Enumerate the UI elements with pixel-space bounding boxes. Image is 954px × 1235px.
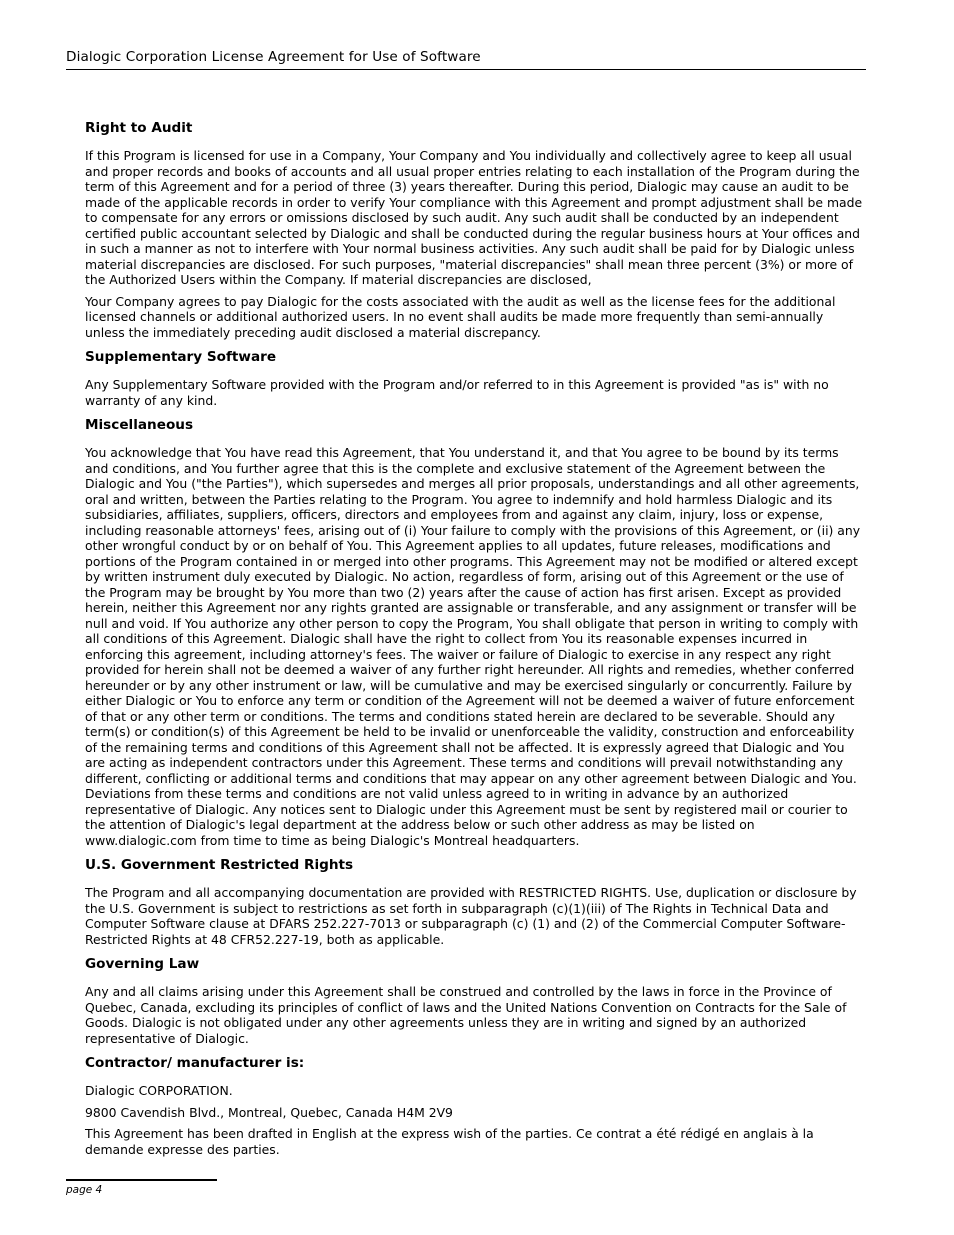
paragraph: You acknowledge that You have read this Agreement, that You understand it, and that You agree to be bound by its terms and conditions, and You further agree that this is the complete and exclusive statement of the Agreement between the Dialogic and You ("the Parties"), which supersedes and merges all prior proposals, understandings and all other agreements, oral and written, between the Parties relating to the Program. You agree to indemnify and hold harmless Dialogic and its subsidiaries, affiliates, suppliers, officers, directors and employees from and against any claim, injury, loss or expense, including reasonable attorneys' fees, arising out of (i) Your failure to comply with the provisions of this Agreement, or (ii) any other wrongful conduct by or on behalf of You. This Agreement applies to all updates, future releases, modifications and portions of the Program contained in or merged into other programs. This Agreement may not be modified or altered except by written instrument duly executed by Dialogic. No action, regardless of form, arising out of this Agreement or the use of the Program may be brought by You more than two (2) years after the cause of action has first arisen. Except as provided herein, neither this Agreement nor any rights granted are assignable or transferable, and any assignment or transfer will be null and void. If You authorize any other person to copy the Program, You shall obligate that person in writing to comply with all conditions of this Agreement. Dialogic shall have the right to collect from You its reasonable expenses incurred in enforcing this agreement, including attorney's fees. The waiver or failure of Dialogic to exercise in any respect any right provided for herein shall not be deemed a waiver of any further right hereunder. All rights and remedies, whether conferred hereunder or by any other instrument or law, will be cumulative and may be exercised singularly or concurrently. Failure by either Dialogic or You to enforce any term or condition of the Agreement will not be deemed a waiver of future enforcement of that or any other term or conditions. The terms and conditions stated herein are declared to be severable. Should any term(s) or condition(s) of this Agreement be held to be invalid or unenforceable the validity, construction and enforceability of the remaining terms and conditions of this Agreement shall not be affected. It is expressly agreed that Dialogic and You are acting as independent contractors under this Agreement. These terms and conditions will prevail notwithstanding any different, conflicting or additional terms and conditions that may appear on any other agreement between Dialogic and You. Deviations from these terms and conditions are not valid unless agreed to in writing in advance by an authorized representative of Dialogic. Any notices sent to Dialogic under this Agreement must be sent by registered mail or courier to the attention of Dialogic's legal department at the address below or such other address as may be listed on www.dialogic.com from time to time as being Dialogic's Montreal headquarters. [85,445,861,848]
section-governing-law [85,955,865,1046]
paragraph: This Agreement has been drafted in English at the express wish of the parties. Ce contrat a été rédigé en anglais à la demande expresse des parties. [85,1126,814,1157]
section-right-to-audit [85,119,865,340]
paragraph: Any Supplementary Software provided with the Program and/or referred to in this Agreement is provided "as is" with no warranty of any kind. [85,377,829,408]
section-contractor-manufacturer [85,1054,865,1157]
company-name: Dialogic CORPORATION. [85,1083,233,1098]
page-number: page 4 [66,1184,103,1196]
paragraph: If this Program is licensed for use in a Company, Your Company and You individually and collectively agree to keep all usual and proper records and books of accounts and all usual proper entries relating to each installation of the Program during the term of this Agreement and for a period of three (3) years thereafter. During this period, Dialogic may cause an audit to be made of the applicable records in order to verify Your compliance with this Agreement and prompt adjustment shall be made to compensate for any errors or omissions disclosed by such audit. Any such audit shall be conducted by an independent certified public accountant selected by Dialogic and shall be conducted during the regular business hours at Your offices and in such a manner as not to interfere with Your normal business activities. Any such audit shall be paid for by Dialogic unless material discrepancies are disclosed. For such purposes, "material discrepancies" shall mean three percent (3%) or more of the Authorized Users within the Company. If material discrepancies are disclosed, [85,148,863,287]
paragraph: Your Company agrees to pay Dialogic for the costs associated with the audit as well as the license fees for the additional licensed channels or additional authorized users. In no event shall audits be made more frequently than semi-annually unless the immediately preceding audit disclosed a material discrepancy. [85,293,836,340]
section-us-government-restricted-rights [85,856,865,947]
paragraph: Any and all claims arising under this Agreement shall be construed and controlled by the laws in force in the Province of Quebec, Canada, excluding its principles of conflict of laws and the United Nations Convention on Contracts for the Sale of Goods. Dialogic is not obligated under any other agreements unless they are in writing and signed by an authorized representative of Dialogic. [85,984,847,1046]
footer-rule [66,1179,217,1181]
section-heading: Contractor/ manufacturer is: [85,1055,305,1071]
section-heading: Supplementary Software [85,349,277,365]
section-heading: Governing Law [85,956,200,972]
section-heading: Miscellaneous [85,417,194,433]
document-body [85,119,865,1157]
section-supplementary-software [85,348,865,408]
running-header: Dialogic Corporation License Agreement for Use of Software [66,49,866,70]
paragraph: The Program and all accompanying documentation are provided with RESTRICTED RIGHTS. Use, duplication or disclosure by the U.S. Government is subject to restrictions as set forth in subparagraph (c)(1)(iii) of The Rights in Technical Data and Computer Software clause at DFARS 252.227-7013 or subparagraph (c) (1) and (2) of the Commercial Computer Software-Restricted Rights at 48 CFR52.227-19, both as applicable. [85,885,857,947]
section-heading: U.S. Government Restricted Rights [85,857,354,873]
company-address: 9800 Cavendish Blvd., Montreal, Quebec, Canada H4M 2V9 [85,1104,453,1120]
section-miscellaneous [85,416,865,848]
section-heading: Right to Audit [85,120,193,136]
